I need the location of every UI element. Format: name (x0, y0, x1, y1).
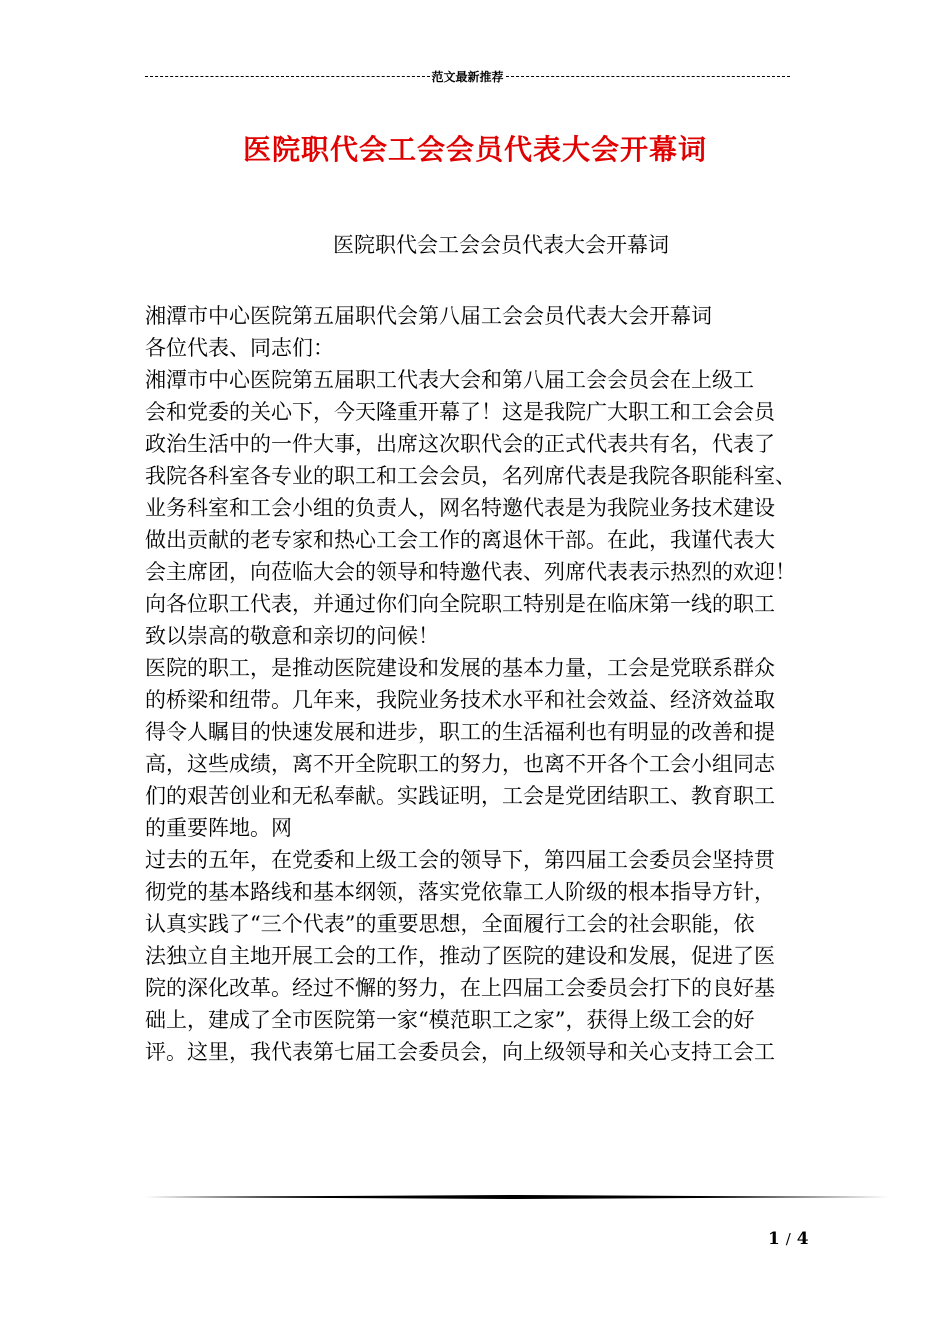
header-label: 范文最新推荐 (431, 69, 504, 84)
body-line: 们的艰苦创业和无私奉献。实践证明，工会是党团结职工、教育职工 (145, 784, 775, 808)
body-line: 的重要阵地。网 (145, 816, 292, 840)
body-line: 高，这些成绩，离不开全院职工的努力，也离不开各个工会小组同志 (145, 752, 775, 776)
body-line: 会和党委的关心下，今天隆重开幕了！这是我院广大职工和工会会员 (145, 400, 775, 424)
page-number (768, 1229, 809, 1249)
body-line: 做出贡献的老专家和热心工会工作的离退休干部。在此，我谨代表大 (145, 528, 775, 552)
body-line: 的桥梁和纽带。几年来，我院业务技术水平和社会效益、经济效益取 (145, 688, 775, 712)
document-title: 医院职代会工会会员代表大会开幕词 (242, 133, 707, 166)
header-dash-right (506, 76, 791, 77)
footer-divider-shape (145, 1195, 889, 1199)
body-line: 认真实践了“三个代表”的重要思想，全面履行工会的社会职能，依 (145, 912, 755, 936)
body-line: 我院各科室各专业的职工和工会会员，名列席代表是我院各职能科室、 (145, 464, 796, 488)
body-line: 院的深化改革。经过不懈的努力，在上四届工会委员会打下的良好基 (145, 976, 775, 1000)
header-divider (145, 66, 790, 86)
body-line: 政治生活中的一件大事，出席这次职代会的正式代表共有名，代表了 (145, 432, 775, 456)
page-current: 1 (768, 1229, 780, 1249)
document-subtitle: 医院职代会工会会员代表大会开幕词 (333, 233, 669, 257)
body-line: 础上，建成了全市医院第一家“模范职工之家”，获得上级工会的好 (145, 1008, 755, 1032)
footer-divider (145, 1195, 889, 1199)
page-total: 4 (796, 1229, 809, 1249)
header-dash-left (145, 76, 430, 77)
body-line: 评。这里，我代表第七届工会委员会，向上级领导和关心支持工会工 (145, 1040, 775, 1064)
body-line: 医院的职工，是推动医院建设和发展的基本力量，工会是党联系群众 (145, 656, 775, 680)
body-line: 得令人瞩目的快速发展和进步，职工的生活福利也有明显的改善和提 (145, 720, 775, 744)
document-body (145, 300, 815, 1068)
body-line: 法独立自主地开展工会的工作，推动了医院的建设和发展，促进了医 (145, 944, 775, 968)
body-line: 过去的五年，在党委和上级工会的领导下，第四届工会委员会坚持贯 (145, 848, 775, 872)
body-line: 致以崇高的敬意和亲切的问候！ (145, 624, 439, 648)
body-line: 会主席团，向莅临大会的领导和特邀代表、列席代表表示热烈的欢迎！ (145, 560, 796, 584)
body-line: 湘潭市中心医院第五届职工代表大会和第八届工会会员会在上级工 (145, 368, 754, 392)
body-line: 向各位职工代表，并通过你们向全院职工特别是在临床第一线的职工 (145, 592, 775, 616)
body-line: 湘潭市中心医院第五届职代会第八届工会会员代表大会开幕词 (145, 304, 712, 328)
page-separator: / (785, 1230, 791, 1248)
body-line: 彻党的基本路线和基本纲领，落实党依靠工人阶级的根本指导方针， (145, 880, 775, 904)
body-line: 各位代表、同志们： (145, 336, 334, 360)
body-line: 业务科室和工会小组的负责人，网名特邀代表是为我院业务技术建设 (145, 496, 775, 520)
